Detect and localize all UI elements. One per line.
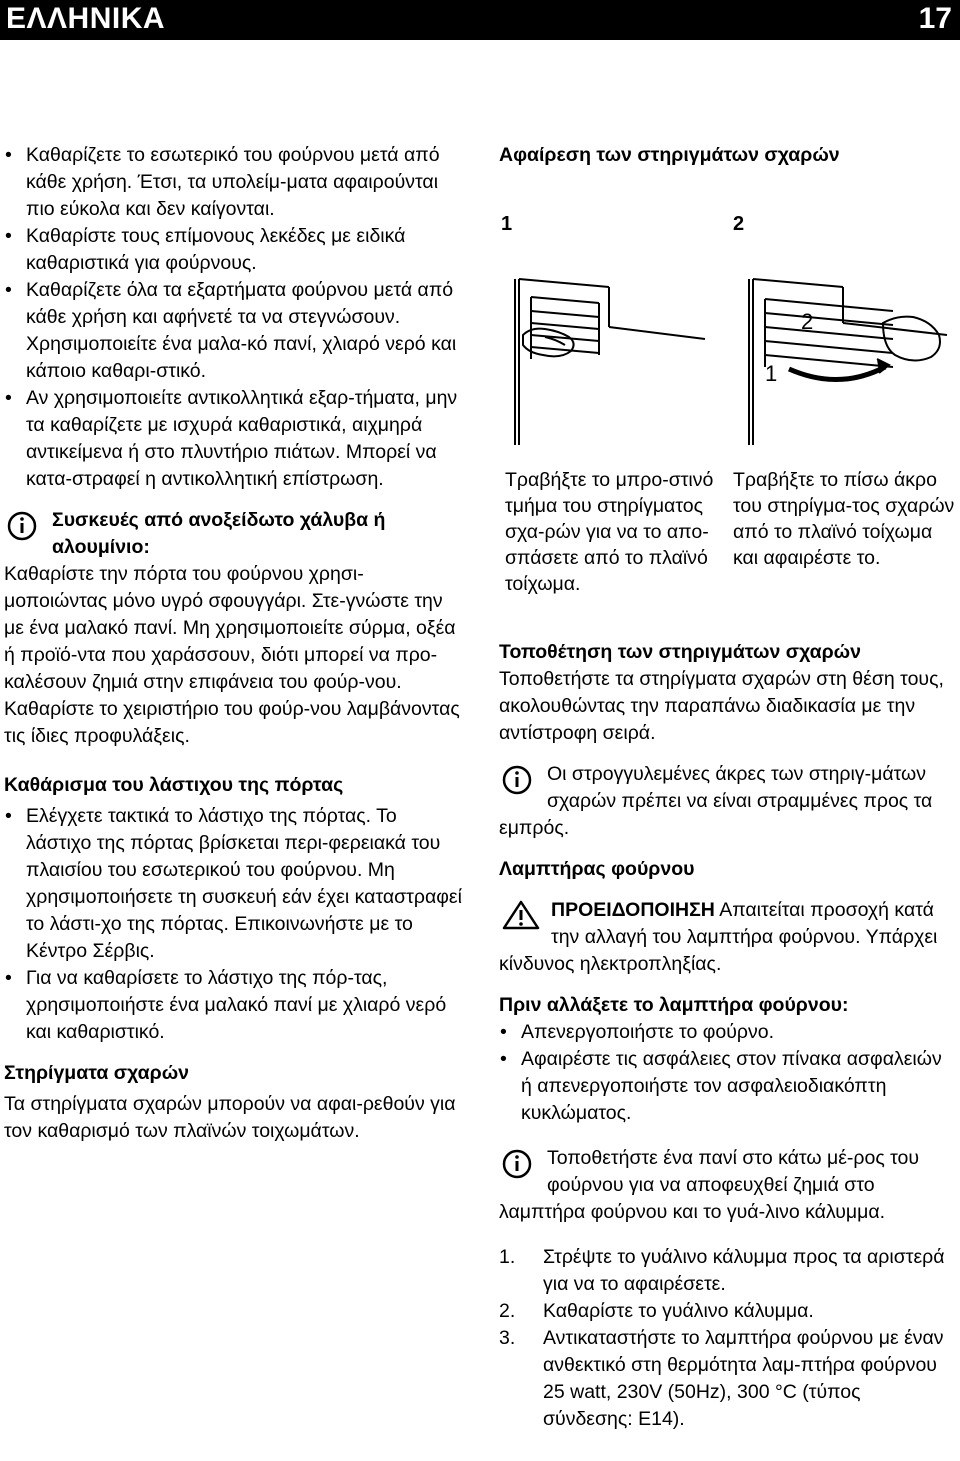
before-change-heading: Πριν αλλάξετε το λαμπτήρα φούρνου:	[499, 994, 849, 1016]
shelf-supports-text: Τα στηρίγματα σχαρών μπορούν να αφαι-ρεθούν για τον καθαρισμό των πλαϊνών τοιχωμάτων.	[4, 1093, 456, 1142]
note-body: Οι στρογγυλεμένες άκρες των στηριγ-μάτων σχαρών πρέπει να είναι στραμμένες προς τα εμπρός.	[499, 763, 933, 839]
figure-label-1: 1	[765, 361, 778, 386]
list-item: • Αφαιρέστε τις ασφάλειες στον πίνακα ασφαλειών ή απενεργοποιήστε τον ασφαλειοδιακόπτη κυκλώματος.	[499, 1046, 955, 1127]
info-note-cloth	[499, 1145, 955, 1226]
figure-step-2	[743, 277, 953, 447]
step-number: 3.	[499, 1327, 516, 1349]
cleaning-bullets	[4, 142, 466, 493]
left-column	[4, 142, 466, 1145]
warning-icon	[501, 899, 541, 931]
list-item: • Καθαρίζετε όλα τα εξαρτήματα φούρνου μετά από κάθε χρήση και αφήνετέ τα να στεγνώσουν. Χρησιμοποιείτε ένα μαλα-κό πανί, χλιαρό νερό και κάποιο καθαρι-στικό.	[4, 277, 466, 385]
list-item	[499, 1244, 955, 1298]
removal-steps	[499, 169, 955, 639]
step-2-number: 2	[733, 213, 745, 235]
info-icon	[501, 1149, 537, 1179]
page-header	[0, 0, 960, 40]
info-note-steel	[4, 507, 466, 750]
right-column	[499, 142, 955, 1433]
page-number: 17	[918, 2, 952, 35]
list-item: • Απενεργοποιήστε το φούρνο.	[499, 1019, 955, 1046]
step-1-caption: Τραβήξτε το μπρο-στινό τμήμα του στηρίγματος σχα-ρών για να το απο-σπάσετε από το πλαϊνό τοίχωμα.	[505, 469, 714, 595]
language-label: ΕΛΛΗΝΙΚΑ	[6, 2, 166, 35]
warning-note	[499, 897, 955, 978]
lamp-steps	[499, 1244, 955, 1433]
gasket-heading: Καθάρισμα του λάστιχου της πόρτας	[4, 774, 344, 796]
install-text: Τοποθετήστε τα στηρίγματα σχαρών στη θέση τους, ακολουθώντας την παραπάνω διαδικασία με την αντίστροφη σειρά.	[499, 668, 944, 744]
note-title: Συσκευές από ανοξείδωτο χάλυβα ή αλουμίνιο:	[52, 509, 386, 558]
list-item: • Για να καθαρίσετε το λάστιχο της πόρ-τας, χρησιμοποιήστε ένα μαλακό πανί με χλιαρό νερό και καθαριστικό.	[4, 965, 466, 1046]
list-item: • Καθαρίστε τους επίμονους λεκέδες με ειδικά καθαριστικά για φούρνους.	[4, 223, 466, 277]
list-item	[499, 1325, 955, 1433]
before-change-bullets	[499, 1019, 955, 1127]
step-number: 1.	[499, 1246, 516, 1268]
figure-step-1	[509, 277, 709, 447]
step-text: Καθαρίστε το γυάλινο κάλυμμα.	[543, 1300, 814, 1322]
warning-text: Απαιτείται προσοχή κατά την αλλαγή του λαμπτήρα φούρνου. Υπάρχει κίνδυνος ηλεκτροπληξίας.	[499, 899, 938, 975]
removal-heading: Αφαίρεση των στηριγμάτων σχαρών	[499, 144, 840, 166]
figure-label-2: 2	[801, 309, 814, 334]
note-body: Καθαρίστε την πόρτα του φούρνου χρησι-μοποιώντας μόνο υγρό σφουγγάρι. Στε-γνώστε την με ένα μαλακό πανί. Μη χρησιμοποιείτε σύρμα, οξέα ή προϊό-ντα που χαράσσουν, διότι μπορεί να προ-καλέσουν ζημιά στην επιφάνεια του φούρ-νου. Καθαρίστε το χειριστήριο του φούρ-νου λαμβάνοντας τις ίδιες προφυλάξεις.	[4, 563, 460, 747]
step-2-caption: Τραβήξτε το πίσω άκρο του στηρίγμα-τος σχαρών από το πλαϊνό τοίχωμα και αφαιρέστε το.	[733, 469, 955, 569]
step-number: 2.	[499, 1300, 516, 1322]
warning-keyword: ΠΡΟΕΙΔΟΠΟΙΗΣΗ	[551, 899, 715, 921]
info-note-rounded-ends	[499, 761, 955, 842]
step-1-number: 1	[501, 213, 513, 235]
lamp-heading: Λαμπτήρας φούρνου	[499, 858, 695, 880]
install-heading: Τοποθέτηση των στηριγμάτων σχαρών	[499, 641, 861, 663]
step-text: Αντικαταστήστε το λαμπτήρα φούρνου με έναν ανθεκτικό στη θερμότητα λαμ-πτήρα φούρνου 25 watt, 230V (50Hz), 300 °C (τύπος σύνδεσης: E14).	[543, 1327, 944, 1430]
list-item	[499, 1298, 955, 1325]
step-text: Στρέψτε το γυάλινο κάλυμμα προς τα αριστερά για να το αφαιρέσετε.	[543, 1246, 945, 1295]
list-item: • Καθαρίζετε το εσωτερικό του φούρνου μετά από κάθε χρήση. Έτσι, τα υπολείμ-ματα αφαιρούνται πιο εύκολα και δεν καίγονται.	[4, 142, 466, 223]
note-body: Τοποθετήστε ένα πανί στο κάτω μέ-ρος του φούρνου για να αποφευχθεί ζημιά στο λαμπτήρα φούρνου και το γυά-λινο κάλυμμα.	[499, 1147, 920, 1223]
list-item: • Αν χρησιμοποιείτε αντικολλητικά εξαρ-τήματα, μην τα καθαρίζετε με ισχυρά καθαριστικά, αιχμηρά αντικείμενα ή στο πλυντήριο πιάτων. Μπορεί να κατα-στραφεί η αντικολλητική επίστρωση.	[4, 385, 466, 493]
info-icon	[6, 511, 42, 541]
gasket-bullets	[4, 803, 466, 1046]
list-item: • Ελέγχετε τακτικά το λάστιχο της πόρτας. Το λάστιχο της πόρτας βρίσκεται περι-φερειακά του πλαισίου του εσωτερικού του φούρνου. Μη χρησιμοποιήσετε τη συσκευή εάν έχει καταστραφεί το λάστι-χο της πόρτας. Επικοινωνήστε με το Κέντρο Σέρβις.	[4, 803, 466, 965]
shelf-supports-heading: Στηρίγματα σχαρών	[4, 1062, 190, 1084]
info-icon	[501, 765, 537, 795]
